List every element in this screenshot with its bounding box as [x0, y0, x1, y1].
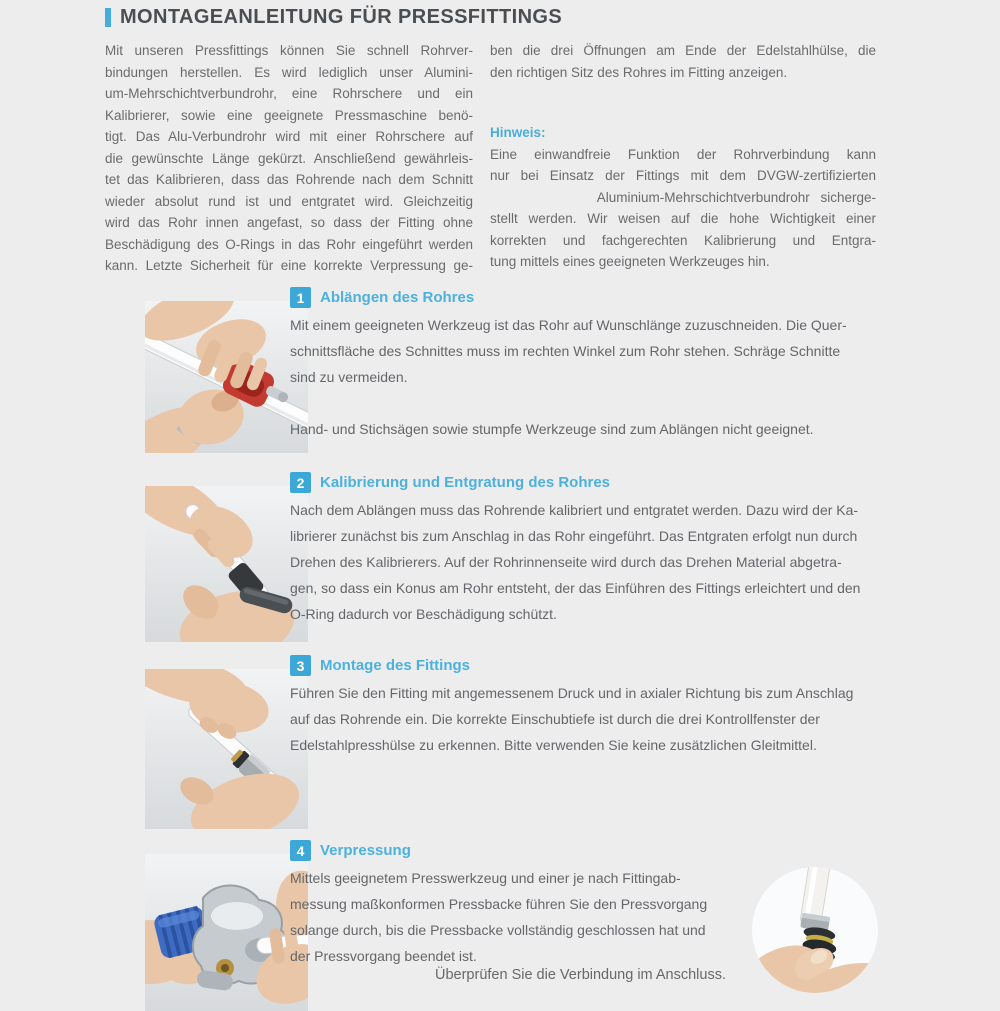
intro-paragraph-right: ben die drei Öffnungen am Ende der Edelstahlhülse, die den richtigen Sitz des Rohres im Fitting anzeigen. [490, 43, 876, 80]
step-4-paragraph: Mittels geeignetem Presswerkzeug und einer je nach Fittingab- messung maßkonformen Pressbacke führen Sie den Pressvorgang solange durch, bis die Pressbacke vollständig geschlossen hat und der Pressvorgang beendet ist. [290, 870, 708, 964]
step-1-number-badge: 1 [290, 287, 311, 308]
final-check-note: Überprüfen Sie die Verbindung im Anschluss. [435, 967, 726, 983]
step-3-heading: Montage des Fittings [320, 657, 470, 674]
step-1-content [290, 285, 847, 442]
step-3-header [290, 655, 853, 676]
step-1-heading: Ablängen des Rohres [320, 289, 475, 306]
step-4-header [290, 840, 735, 861]
step-4-heading: Verpressung [320, 842, 411, 859]
step-2-photo calibrator-photo [145, 486, 308, 642]
step-1-header [290, 287, 847, 308]
intro-paragraph-left: Mit unseren Pressfittings können Sie schnell Rohrver- bindungen herstellen. Es wird lediglich unser Alumini- um-Mehrschichtverbundrohr, eine Rohrschere und ein Kalibrierer, sowie eine geeignete Pressmaschine benö- tigt. Das Alu-Verbundrohr wird mit einer Rohrschere auf die gewünschte Länge gekürzt. Anschließend gewährleis- tet das Kalibrieren, dass das Rohrende nach dem Schnitt wieder absolut rund ist und entgratet wird. Gleichzeitig wird das Rohr innen angefast, so dass der Fitting ohne Beschädigung des O-Rings in das Rohr eingeführt werden kann. Letzte Sicherheit für eine korrekte Verpressung ge- [105, 43, 473, 273]
title-accent-bar [105, 8, 111, 27]
step-2-content [290, 470, 860, 627]
step-3-content [290, 653, 853, 758]
step-1-paragraph-2: Hand- und Stichsägen sowie stumpfe Werkzeuge sind zum Ablängen nicht geeignet. [290, 421, 814, 437]
step-2-number-badge: 2 [290, 472, 311, 493]
note-heading: Hinweis: [490, 125, 546, 140]
step-4-detail-photo fitting-on-pipe-photo [752, 867, 878, 993]
step-4-content [290, 838, 735, 969]
step-2-paragraph: Nach dem Ablängen muss das Rohrende kalibriert und entgratet werden. Dazu wird der Ka- librierer zunächst bis zum Anschlag in das Rohr eingeführt. Das Entgraten erfolgt nun durch Drehen des Kalibrierers. Auf der Rohrinnenseite wird durch das Drehen Material abgetra- gen, so dass ein Konus am Rohr entsteht, der das Einführen des Fittings erleichtert und den O-Ring dadurch vor Beschädigung schützt. [290, 502, 861, 622]
step-4-number-badge: 4 [290, 840, 311, 861]
step-3-paragraph: Führen Sie den Fitting mit angemessenem Druck und in axialer Richtung bis zum Anschlag auf das Rohrende ein. Die korrekte Einschubtiefe ist durch die drei Kontrollfenster der Edelstahlpresshülse zu erkennen. Bitte verwenden Sie keine zusätzlichen Gleitmittel. [290, 685, 854, 753]
page-header [105, 6, 562, 29]
intro-right-column [490, 40, 876, 273]
step-1-paragraph-1: Mit einem geeigneten Werkzeug ist das Rohr auf Wunschlänge zuzuschneiden. Die Quer- schnittsfläche des Schnittes muss im rechten Winkel zum Rohr stehen. Schräge Schnitte sind zu vermeiden. [290, 317, 847, 385]
step-2-header [290, 472, 860, 493]
step-2-heading: Kalibrierung und Entgratung des Rohres [320, 474, 611, 491]
step-3-number-badge: 3 [290, 655, 311, 676]
step-3-photo fitting-mounting-photo [145, 669, 308, 829]
step-4-photo press-tool-photo [145, 854, 308, 1011]
note-paragraph: Eine einwandfreie Funktion der Rohrverbindung kann nur bei Einsatz der Fittings mit dem DVGW-zertifizierten Aluminium-Mehrschichtverbundrohr sicherge- stellt werden. Wir weisen auf die hohe Wichtigkeit einer korrekten und fachgerechten Kalibrierung und Entgra- tung mittels eines geeigneten Werkzeuges hin. [490, 146, 876, 269]
page-title: MONTAGEANLEITUNG FÜR PRESSFITTINGS [120, 6, 563, 28]
step-1-photo pipe-cutter-photo [145, 301, 308, 453]
intro-left-column [105, 40, 473, 277]
